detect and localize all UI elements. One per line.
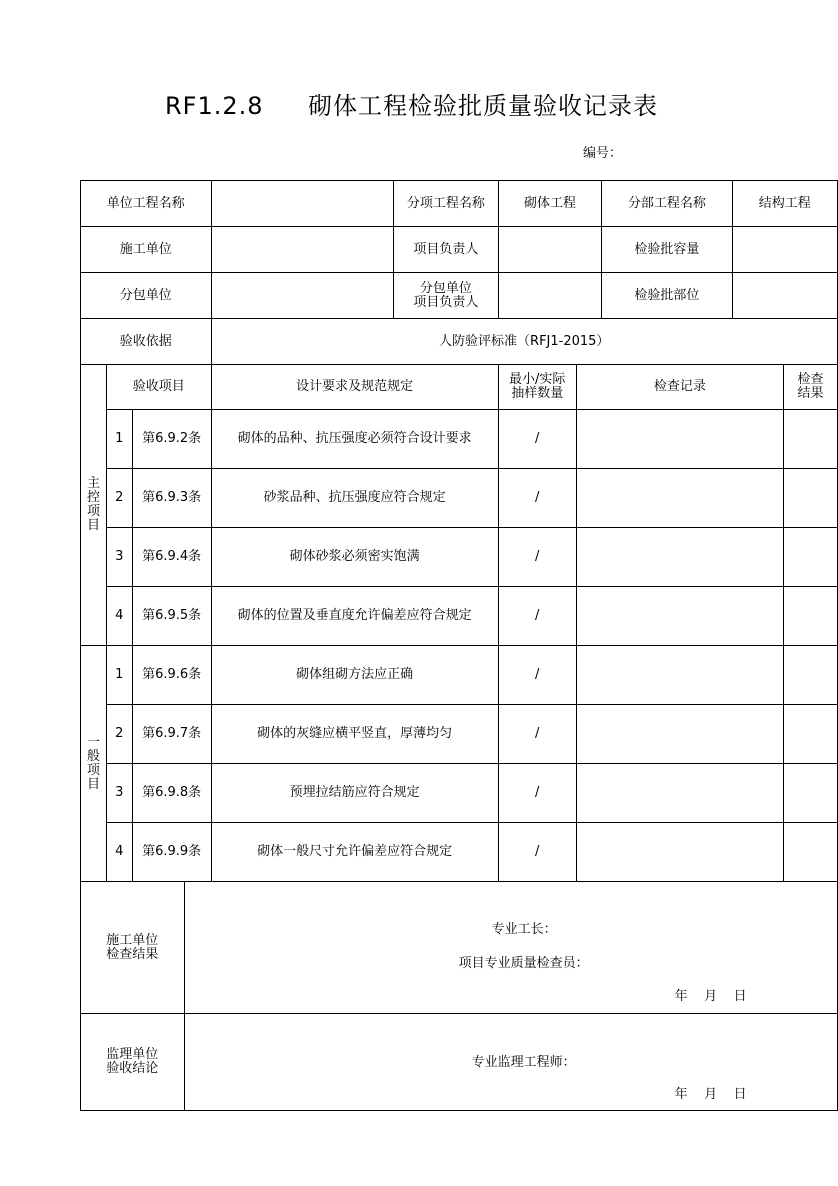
row-number: 1 [106,646,132,705]
sample-count[interactable]: / [498,823,576,882]
contractor-check-label [81,882,185,1014]
subcontractor-field[interactable] [211,273,393,319]
main-label-char-4: 目 [86,518,100,533]
general-label-char-3: 项 [86,762,100,778]
general-group-label [81,646,107,882]
supervisor-date-label: 年 月 日 [674,1087,747,1102]
table-row [81,587,838,646]
basis-value: 人防验评标准（RFJ1-2015） [211,319,838,365]
sub-manager-label-line1: 分包单位 [419,280,472,296]
sample-count[interactable]: / [498,410,576,469]
sample-count[interactable]: / [498,646,576,705]
clause-ref: 第6.9.4条 [132,528,211,587]
unit-project-field[interactable] [211,181,393,227]
table-row [81,410,838,469]
main-label-char-3: 项 [86,504,100,519]
clause-ref: 第6.9.3条 [132,469,211,528]
sub-manager-field[interactable] [498,273,601,319]
table-row [81,469,838,528]
col-header-result [784,365,838,410]
contractor-check-area[interactable] [184,882,837,1014]
batch-capacity-label: 检验批容量 [602,227,732,273]
check-result-field[interactable] [784,705,838,764]
check-result-field[interactable] [784,823,838,882]
check-record-field[interactable] [576,823,784,882]
requirement-text: 砌体砂浆必须密实饱满 [211,528,498,587]
batch-location-field[interactable] [732,273,837,319]
project-manager-field[interactable] [498,227,601,273]
table-row [81,823,838,882]
row-number: 1 [106,410,132,469]
contractor-date-label: 年 月 日 [674,989,747,1004]
contractor-field[interactable] [211,227,393,273]
requirement-text: 砌体的品种、抗压强度必须符合设计要求 [211,410,498,469]
check-record-field[interactable] [576,469,784,528]
clause-ref: 第6.9.2条 [132,410,211,469]
unit-project-label: 单位工程名称 [81,181,212,227]
check-record-field[interactable] [576,587,784,646]
clause-ref: 第6.9.7条 [132,705,211,764]
sample-count[interactable]: / [498,469,576,528]
sub-item-label: 分项工程名称 [393,181,498,227]
row-number: 2 [106,705,132,764]
check-result-field[interactable] [784,410,838,469]
check-result-field[interactable] [784,587,838,646]
check-result-field[interactable] [784,469,838,528]
row-number: 3 [106,528,132,587]
supervisor-check-label [81,1014,185,1111]
requirement-text: 砌体的位置及垂直度允许偏差应符合规定 [211,587,498,646]
division-label: 分部工程名称 [602,181,732,227]
main-label-char-2: 控 [86,490,100,505]
supervising-engineer-label: 专业监理工程师： [471,1055,576,1070]
basis-label: 验收依据 [81,319,212,365]
general-label-char-1: 一 [86,734,100,750]
requirement-text: 砌体组砌方法应正确 [211,646,498,705]
batch-capacity-field[interactable] [732,227,837,273]
form-code: RF1.2.8 [165,92,264,120]
table-row [81,705,838,764]
requirement-text: 砌体的灰缝应横平竖直，厚薄均匀 [211,705,498,764]
quality-inspector-label: 项目专业质量检查员： [458,956,589,971]
check-record-field[interactable] [576,646,784,705]
clause-ref: 第6.9.6条 [132,646,211,705]
contractor-label: 施工单位 [81,227,212,273]
foreman-label: 专业工长： [491,922,557,937]
check-result-field[interactable] [784,528,838,587]
check-result-field[interactable] [784,764,838,823]
main-label-char-1: 主 [86,476,100,491]
contractor-check-label-line1: 施工单位 [106,932,159,948]
contractor-check-label-line2: 检查结果 [106,946,159,962]
table-row [81,764,838,823]
col-header-record: 检查记录 [576,365,784,410]
subcontractor-label: 分包单位 [81,273,212,319]
inspection-record-table [80,180,838,1111]
row-number: 4 [106,823,132,882]
sub-manager-label-line2: 项目负责人 [413,294,479,310]
col-header-item: 验收项目 [106,365,211,410]
col-header-sample-line1: 最小/实际 [509,372,566,387]
batch-location-label: 检验批部位 [602,273,732,319]
sample-count[interactable]: / [498,528,576,587]
check-record-field[interactable] [576,528,784,587]
row-number: 3 [106,764,132,823]
requirement-text: 砂浆品种、抗压强度应符合规定 [211,469,498,528]
table-row [81,528,838,587]
clause-ref: 第6.9.9条 [132,823,211,882]
col-header-result-line1: 检查 [797,372,824,387]
table-row [81,646,838,705]
requirement-text: 砌体一般尺寸允许偏差应符合规定 [211,823,498,882]
sample-count[interactable]: / [498,705,576,764]
division-value[interactable]: 结构工程 [732,181,837,227]
clause-ref: 第6.9.5条 [132,587,211,646]
row-number: 4 [106,587,132,646]
col-header-result-line2: 结果 [797,386,824,401]
general-label-char-4: 目 [86,776,100,792]
check-record-field[interactable] [576,764,784,823]
check-record-field[interactable] [576,705,784,764]
col-header-sample-line2: 抽样数量 [511,386,564,401]
project-manager-label: 项目负责人 [393,227,498,273]
row-number: 2 [106,469,132,528]
col-header-sample [498,365,576,410]
clause-ref: 第6.9.8条 [132,764,211,823]
sample-count[interactable]: / [498,764,576,823]
supervisor-check-label-line1: 监理单位 [106,1047,159,1062]
supervisor-check-area[interactable] [184,1014,837,1111]
check-record-field[interactable] [576,410,784,469]
sample-count[interactable]: / [498,587,576,646]
sub-manager-label [393,273,498,319]
sub-item-value[interactable]: 砌体工程 [498,181,601,227]
requirement-text: 预埋拉结筋应符合规定 [211,764,498,823]
general-label-char-2: 般 [86,748,100,764]
col-header-requirement: 设计要求及规范规定 [211,365,498,410]
check-result-field[interactable] [784,646,838,705]
form-name: 砌体工程检验批质量验收记录表 [308,92,658,120]
serial-number-label: 编号： [583,146,623,161]
main-control-group-label [81,365,107,646]
supervisor-check-label-line2: 验收结论 [106,1061,159,1076]
